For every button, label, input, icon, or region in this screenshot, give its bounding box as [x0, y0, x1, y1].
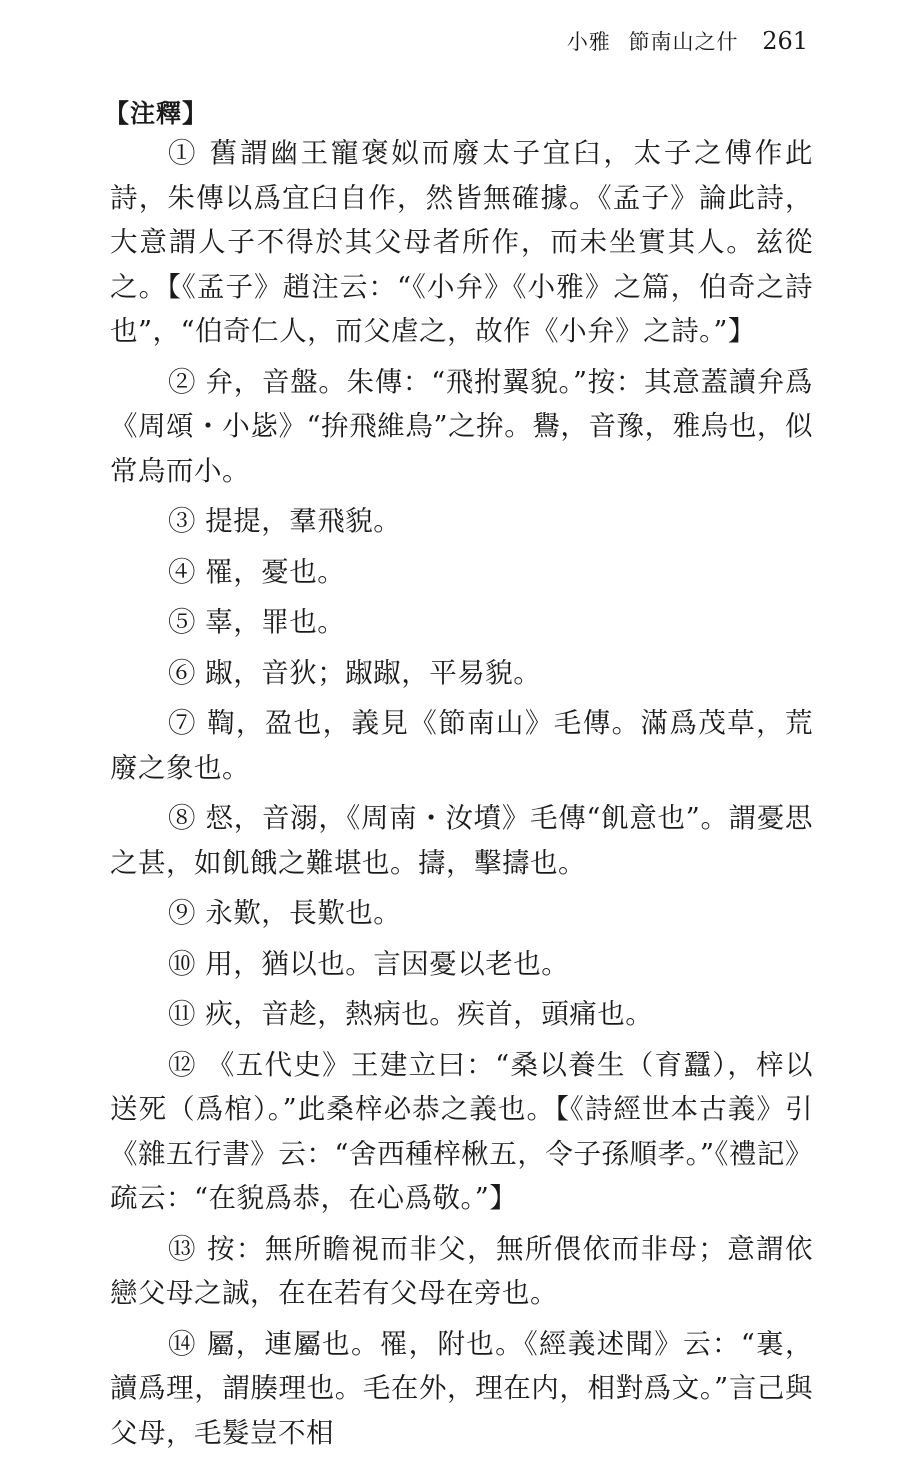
- note-3: ③ 提提，羣飛貌。: [168, 505, 402, 537]
- note-1: ① 舊謂幽王寵褒姒而廢太子宜臼，太子之傅作此詩，朱傳以爲宜臼自作，然皆無確據。《孟子》論此詩，大意謂人子不得於其父母者所作，而未坐實其人。兹從之。【《孟子》趙注云：“《小弁》《小雅》之篇，伯奇之詩也”，“伯奇仁人，而父虐之，故作《小弁》之詩。”】: [110, 137, 813, 347]
- note-6: ⑥ 踧，音狄；踧踧，平易貌。: [168, 656, 542, 689]
- note-5: ⑤ 辜，罪也。: [168, 606, 346, 638]
- notes-body: [110, 131, 813, 1461]
- note-10: ⑩ 用，猶以也。言因憂以老也。: [168, 947, 570, 980]
- notes-heading: 【注釋】: [104, 99, 209, 128]
- note-7: ⑦ 鞫，盈也，義見《節南山》毛傳。滿爲茂草，荒廢之象也。: [110, 707, 813, 784]
- page-number: 261: [762, 27, 808, 55]
- header-chapter: 節南山之什: [628, 30, 739, 54]
- note-8: ⑧ 惄，音溺，《周南・汝墳》毛傳“飢意也”。謂憂思之甚，如飢餓之難堪也。擣，擊擣也。: [110, 802, 813, 879]
- note-13: ⑬ 按：無所瞻視而非父，無所偎依而非母；意謂依戀父母之誠，在在若有父母在旁也。: [110, 1232, 813, 1309]
- header-section: 小雅: [566, 30, 611, 54]
- note-4: ④ 罹，憂也。: [168, 555, 346, 588]
- note-9: ⑨ 永歎，長歎也。: [168, 897, 402, 929]
- note-14: ⑭ 屬，連屬也。罹，附也。《經義述聞》云：“裏，讀爲理，謂腠理也。毛在外，理在内，相對爲文。”言己與父母，毛髮豈不相: [110, 1327, 813, 1449]
- note-12: ⑫ 《五代史》王建立曰：“桑以養生（育蠶），梓以送死（爲棺）。”此桑梓必恭之義也。【《詩經世本古義》引《雜五行書》云：“舍西種梓楸五，令子孫順孝。”《禮記》疏云：“在貌爲恭，在心爲敬。”】: [110, 1048, 813, 1214]
- note-2: ② 弁，音盤。朱傳：“飛拊翼貌。”按：其意蓋讀弁爲《周頌・小毖》“拚飛維鳥”之拚。鸒，音豫，雅烏也，似常烏而小。: [110, 365, 813, 487]
- note-11: ⑪ 疢，音趁，熱病也。疾首，頭痛也。: [168, 998, 654, 1030]
- running-header: [567, 26, 808, 56]
